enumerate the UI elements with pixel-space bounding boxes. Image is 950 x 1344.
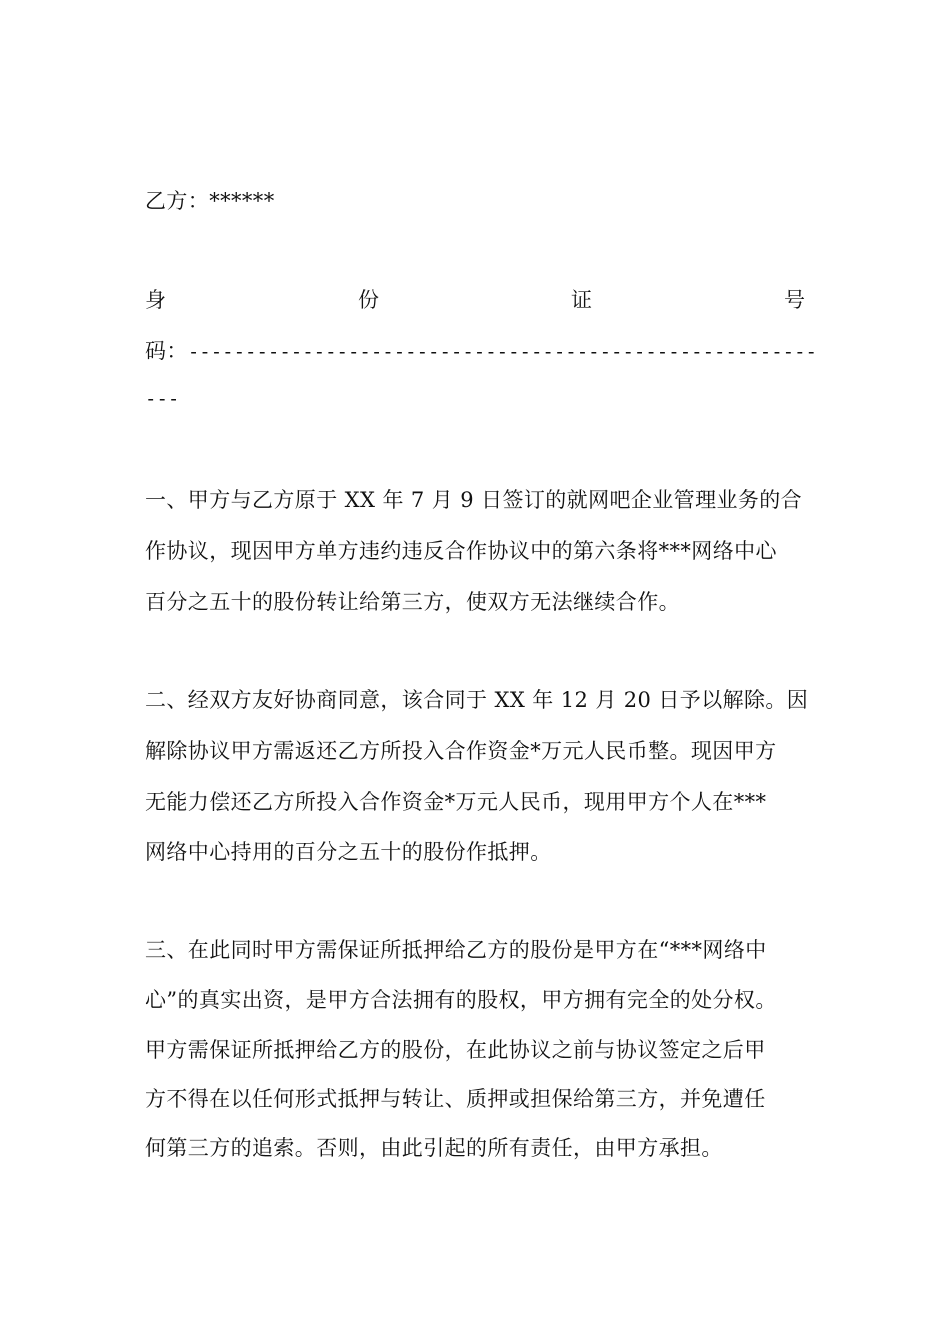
clause-1-line: 百分之五十的股份转让给第三方，使双方无法继续合作。 [145, 590, 680, 614]
clause-3-line: 甲方需保证所抵押给乙方的股份，在此协议之前与协议签定之后甲 [145, 1038, 766, 1062]
clause-1-line: 作协议，现因甲方单方违约违反合作协议中的第六条将***网络中心 [145, 539, 777, 563]
clause-2-line: 二、经双方友好协商同意，该合同于 XX 年 12 月 20 日予以解除。因 [145, 688, 809, 712]
id-number-label-end: 码： [145, 339, 188, 363]
id-number-label-row [145, 286, 805, 314]
id-label-char: 证 [571, 288, 592, 312]
id-number-blank-continued: --- [145, 388, 180, 410]
clause-2-line: 网络中心持用的百分之五十的股份作抵押。 [145, 840, 552, 864]
id-number-line [145, 337, 817, 366]
clause-3-line: 方不得在以任何形式抵押与转让、质押或担保给第三方，并免遭任 [145, 1087, 766, 1111]
clause-1-line: 一、甲方与乙方原于 XX 年 7 月 9 日签订的就网吧企业管理业务的合 [145, 488, 803, 512]
id-label-char: 身 [145, 288, 166, 312]
id-label-char: 份 [358, 288, 379, 312]
clause-2-line: 无能力偿还乙方所投入合作资金*万元人民币，现用甲方个人在*** [145, 790, 767, 814]
id-number-line-continued [145, 384, 179, 413]
clause-3-line: 三、在此同时甲方需保证所抵押给乙方的股份是甲方在“***网络中 [145, 938, 767, 962]
clause-2-line: 解除协议甲方需返还乙方所投入合作资金*万元人民币整。现因甲方 [145, 739, 777, 763]
id-number-blank: ------------------------------------------------------- [187, 341, 817, 363]
clause-3-line: 心”的真实出资，是甲方合法拥有的股权，甲方拥有完全的处分权。 [145, 988, 777, 1012]
id-label-char: 号 [784, 288, 805, 312]
party-b-line: 乙方：****** [145, 189, 275, 213]
clause-3-line: 何第三方的追索。否则，由此引起的所有责任，由甲方承担。 [145, 1136, 723, 1160]
